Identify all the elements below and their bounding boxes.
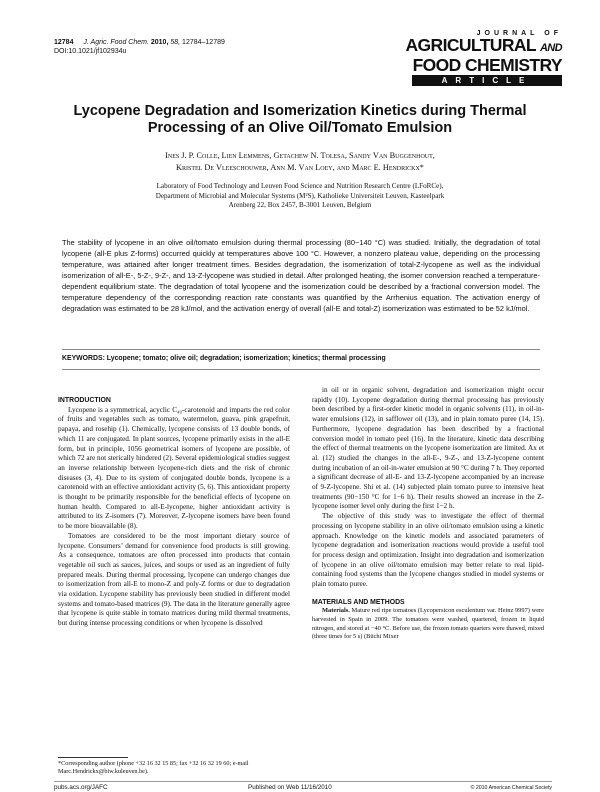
body-column-left [58,386,290,629]
affiliation-line1: Laboratory of Food Technology and Leuven Food Science and Nutrition Research Centre (LFoRCe), [156,182,444,190]
section-heading-introduction: INTRODUCTION [58,397,111,404]
corresponding-author-footnote: *Corresponding author (phone +32 16 32 15 85; fax +32 16 32 19 60; e-mail Marc.Hendrickx@biw.kuleuven.be). [58,760,249,775]
materials-text: Mature red ripe tomatoes (Lycopersicon esculentum var. Heinz 9997) were harvested in Spain in 2009. The tomatoes were washed, quartered, frozen in liquid nitrogen, and stored at −40 °C. Before use, the frozen tomato quarters were thawed, mixed (three times for 5 s) (Büchi Mixer [312,607,544,641]
abstract: The stability of lycopene in an olive oil/tomato emulsion during thermal processing (80−140 °C) was studied. Initially, the degradation of total lycopene (all-E plus Z-forms) occurred quickly at temperatures above 100 °C. However, a nonzero plateau value, depending on the processing temperature, was attained after longer treatment times. Besides degradation, the isomerization of total-Z-lycopene as well as the individual isomerization of all-E-, 5-Z-, 9-Z-, and 13-Z-lycopene was studied in detail. After prolonged heating, the isomer conversion reached a temperature-dependent equilibrium state. The degradation of total lycopene and the isomerization could be described by a fractional conversion model. The temperature dependency of the corresponding reaction rate constants was quantified by the Arrhenius equation. The activation energy of degradation was estimated to be 28 kJ/mol, and the activation energy of overall (all-E and total-Z) isomerization was estimated to be 52 kJ/mol. [62,238,540,313]
logo-line1 [402,37,562,57]
affiliation [60,182,540,211]
paragraph: Tomatoes are considered to be the most important dietary source of lycopene. Consumers’ demand for convenience food products is still growing. As a consequence, tomatoes are often processed into products that contain vegetable oil such as sauces, juices, and soups or used as an ingredient of fully prepared meals. During thermal processing, lycopene can undergo changes due to isomerization from all-E to mono-Z and poly-Z forms or due to degradation via oxidation. Lycopene stability has previously been studied in different model systems and tomato-based matrices (9). The data in the literature generally agree that lycopene is quite stable in tomato matrices during mild thermal treatments, but during intense processing conditions or when lycopene is dissolved [58,531,290,628]
keywords: KEYWORDS: Lycopene; tomato; olive oil; degradation; isomerization; kinetics; thermal processing [62,355,386,362]
citation-year: 2010, [150,39,169,46]
paragraph-materials [312,607,544,641]
footer-rule [54,781,552,782]
citation-volume: 58, [170,39,181,46]
logo-top-text: JOURNAL OF [476,30,562,37]
footer-published-date: Published on Web 11/16/2010 [248,784,332,791]
logo-agricultural: AGRICULTURAL [405,35,536,55]
journal-logo [402,30,562,86]
paragraph: The objective of this study was to investigate the effect of thermal processing on lycopene stability in an olive oil/tomato emulsion using a kinetic approach. Knowledge on the kinetic models and associated parameters of lycopene degradation and isomerization reactions would provide a useful tool for process design and optimization. Insight into degradation and isomerization of lycopene in an olive oil/tomato emulsion may better relate to real lipid-containing food systems than the lycopene changes studied in model systems or plain tomato puree. [312,512,544,589]
authors-line2: Kristel De Vleeschouwer, Ann M. Van Loey, and Marc E. Hendrickx* [176,163,424,172]
materials-runin: Materials. [322,607,350,615]
keywords-bottom-rule [62,369,540,370]
authors-line1: Ines J. P. Colle, Lien Lemmens, Getachew N. Tolesa, Sandy Van Buggenhout, [165,151,435,160]
body-column-right [312,386,544,642]
author-list [60,150,540,174]
logo-line2: FOOD CHEMISTRY [412,55,562,75]
running-header [54,38,225,56]
doi: DOI:10.1021/jf102934u [54,48,127,55]
logo-and: AND [539,42,562,54]
paragraph: in oil or in organic solvent, degradation and isomerization might occur rapidly (10). Lycopene degradation during thermal processing has previously been described by a first-order kinetic model in organic solvents (11), in oil-in-water emulsions (12), in safflower oil (13), and in plain tomato puree (14, 15). Furthermore, lycopene degradation has been described by a fractional conversion model in tomato peel (16). In the literature, kinetic data describing the effect of thermal treatments on the lycopene isomerization are limited. Ax et al. (12) studied the changes in the all-E-, 9-Z-, and 13-Z-lycopene content during incubation of an oil-in-water emulsion at 90 °C during 7 h. They reported a significant decrease of all-E- and 13-Z-lycopene accompanied by an increase of 9-Z-lycopene. Shi et al. (14) subjected plain tomato puree to intensive heat treatments (90−150 °C for 1−6 h). Their results showed an increase in the Z-lycopene isomer level only during the first 1−2 h. [312,386,544,511]
affiliation-line3: Arenberg 22, Box 2457, B-3001 Leuven, Belgium [228,201,372,209]
footer-copyright: © 2010 American Chemical Society [470,785,552,791]
page-number: 12784 [54,39,74,46]
citation-pages: 12784–12789 [182,39,225,46]
footer-url[interactable]: pubs.acs.org/JAFC [54,784,108,791]
section-heading-materials-methods: MATERIALS AND METHODS [312,598,405,606]
keywords-top-rule [62,349,540,350]
journal-citation: J. Agric. Food Chem. [83,39,149,46]
article-title: Lycopene Degradation and Isomerization Kinetics during Thermal Processing of an Olive Oil/Tomato Emulsion [73,103,527,136]
footnote-rule [58,757,128,758]
logo-article-bar: ARTICLE [412,75,562,86]
affiliation-line2: Department of Microbial and Molecular Systems (M²S), Katholieke Universiteit Leuven, Kasteelpark [155,191,445,200]
paragraph: Lycopene is a symmetrical, acyclic C₄₀-carotenoid and imparts the red color of fruits and vegetables such as tomato, watermelon, guava, pink grapefruit, papaya, and rosehip (1). Chemically, lycopene consists of 13 double bonds, of which 11 are conjugated. In plant sources, lycopene primarily exists in the all-E form, but in principle, 1056 geometrical isomers of lycopene are possible, of which 72 are not sterically hindered (2). Several epidemiological studies suggest an inverse relationship between lycopene-rich diets and the risk of chronic diseases (3, 4). Due to its system of conjugated double bonds, lycopene is a carotenoid with an effective antioxidant activity (5, 6). This antioxidant property is thought to be primarily responsible for the beneficial effects of lycopene on human health. Compared to all-E-lycopene, higher antioxidant activity is attributed to its Z-isomers (7). Moreover, Z-lycopene isomers have been found to be more bioavailable (8). [58,405,290,531]
